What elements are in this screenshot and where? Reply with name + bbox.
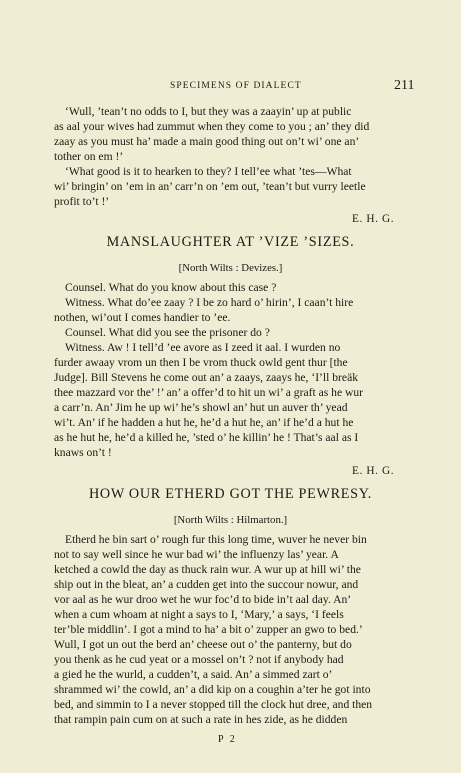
section-subheading: [North Wilts : Hilmarton.]: [173, 514, 288, 526]
text-line: as he hut he, he’d a killed he, ’sted o’ he killin’ he ! That’s aal as I: [54, 431, 359, 444]
page-number: 211: [394, 78, 415, 93]
signature: E. H. G.: [352, 213, 395, 225]
running-head: [0, 78, 461, 96]
text-line: Witness. What do’ee zaay ? I be zo hard o’ hirin’, I caan’t hire: [65, 296, 354, 309]
text-line: a carr’n. An’ Jim he up wi’ he’s showl an’ hut un auver th’ yead: [54, 401, 348, 414]
signature-mark: P 2: [218, 734, 237, 745]
text-line: a gied he the wurld, a cudden’t, a said. An’ a simmed zart o’: [54, 668, 333, 681]
text-line: vor aal as he wur droo wet he wur foc’d to bide in’t aal day. An’: [54, 593, 352, 606]
text-line: wi’t. An’ if he hadden a hut he, he’d a hut he, an’ if he’d a hut he: [54, 416, 354, 429]
text-line: furder awaay vrom un then I be vrom thuck owld gent thur [the: [54, 356, 348, 369]
text-line: profit to’t !’: [54, 195, 110, 208]
text-line: that rampin pain cum on at such a rate in hes zide, as he didden: [54, 713, 348, 726]
text-line: Wull, I got un out the berd an’ cheese out o’ the panterny, but do: [54, 638, 352, 651]
text-line: Witness. Aw ! I tell’d ’ee avore as I zeed it aal. I wurden no: [65, 341, 341, 354]
text-line: tother on em !’: [54, 150, 124, 163]
text-line: ketched a cowld the day as thuck rain wur. A wur up at hill wi’ the: [54, 563, 361, 576]
text-line: ter’ble middlin’. I got a mind to ha’ a bit o’ zupper an gwo to bed.’: [54, 623, 363, 636]
text-line: you thenk as he cud yeat or a mossel on’t ? not if anybody had: [54, 653, 344, 666]
section-heading: MANSLAUGHTER AT ’VIZE ’SIZES.: [106, 234, 355, 250]
section-subheading: [North Wilts : Devizes.]: [178, 262, 283, 274]
text-line: as aal your wives had zummut when they come to you ; an’ they did: [54, 120, 370, 133]
text-line: shrammed wi’ the cowld, an’ a did kip on a coughin a’ter he got into: [54, 683, 371, 696]
text-line: thee mazzard vor the’ !’ an’ a offer’d to hit un wi’ a graft as he wur: [54, 386, 364, 399]
signature: E. H. G.: [352, 465, 395, 477]
text-line: Counsel. What did you see the prisoner do ?: [65, 326, 270, 339]
text-line: not to say well since he wur bad wi’ the influenzy las’ year. A: [54, 548, 339, 561]
text-line: ‘Wull, ’tean’t no odds to I, but they was a zaayin’ up at public: [65, 105, 352, 118]
text-line: ship out in the bleat, an’ a cudden get into the succour nowur, and: [54, 578, 359, 591]
text-line: Etherd he bin sart o’ rough fur this long time, wuver he never bin: [65, 533, 367, 546]
text-line: Counsel. What do you know about this case ?: [65, 281, 277, 294]
text-line: bed, and simmin to I a never stopped till the clock hut dree, and then: [54, 698, 373, 711]
text-line: knaws on’t !: [54, 446, 112, 459]
text-line: wi’ bringin’ on ’em in an’ carr’n on ’em out, ’tean’t but vurry leetle: [54, 180, 366, 193]
text-line: when a cum whoam at night a says to I, ‘Mary,’ a says, ‘I feels: [54, 608, 344, 621]
running-head-title: SPECIMENS OF DIALECT: [170, 81, 302, 91]
text-line: nothen, wi’out I comes handier to ’ee.: [54, 311, 231, 324]
text-line: zaay as you must ha’ made a main good thing out on’t wi’ one an’: [54, 135, 360, 148]
section-heading: HOW OUR ETHERD GOT THE PEWRESY.: [88, 486, 373, 502]
text-line: ‘What good is it to hearken to they? I tell’ee what ’tes—What: [65, 165, 352, 178]
text-line: Judge]. Bill Stevens he come out an’ a zaays, zaays he, ‘I’ll breäk: [54, 371, 359, 384]
